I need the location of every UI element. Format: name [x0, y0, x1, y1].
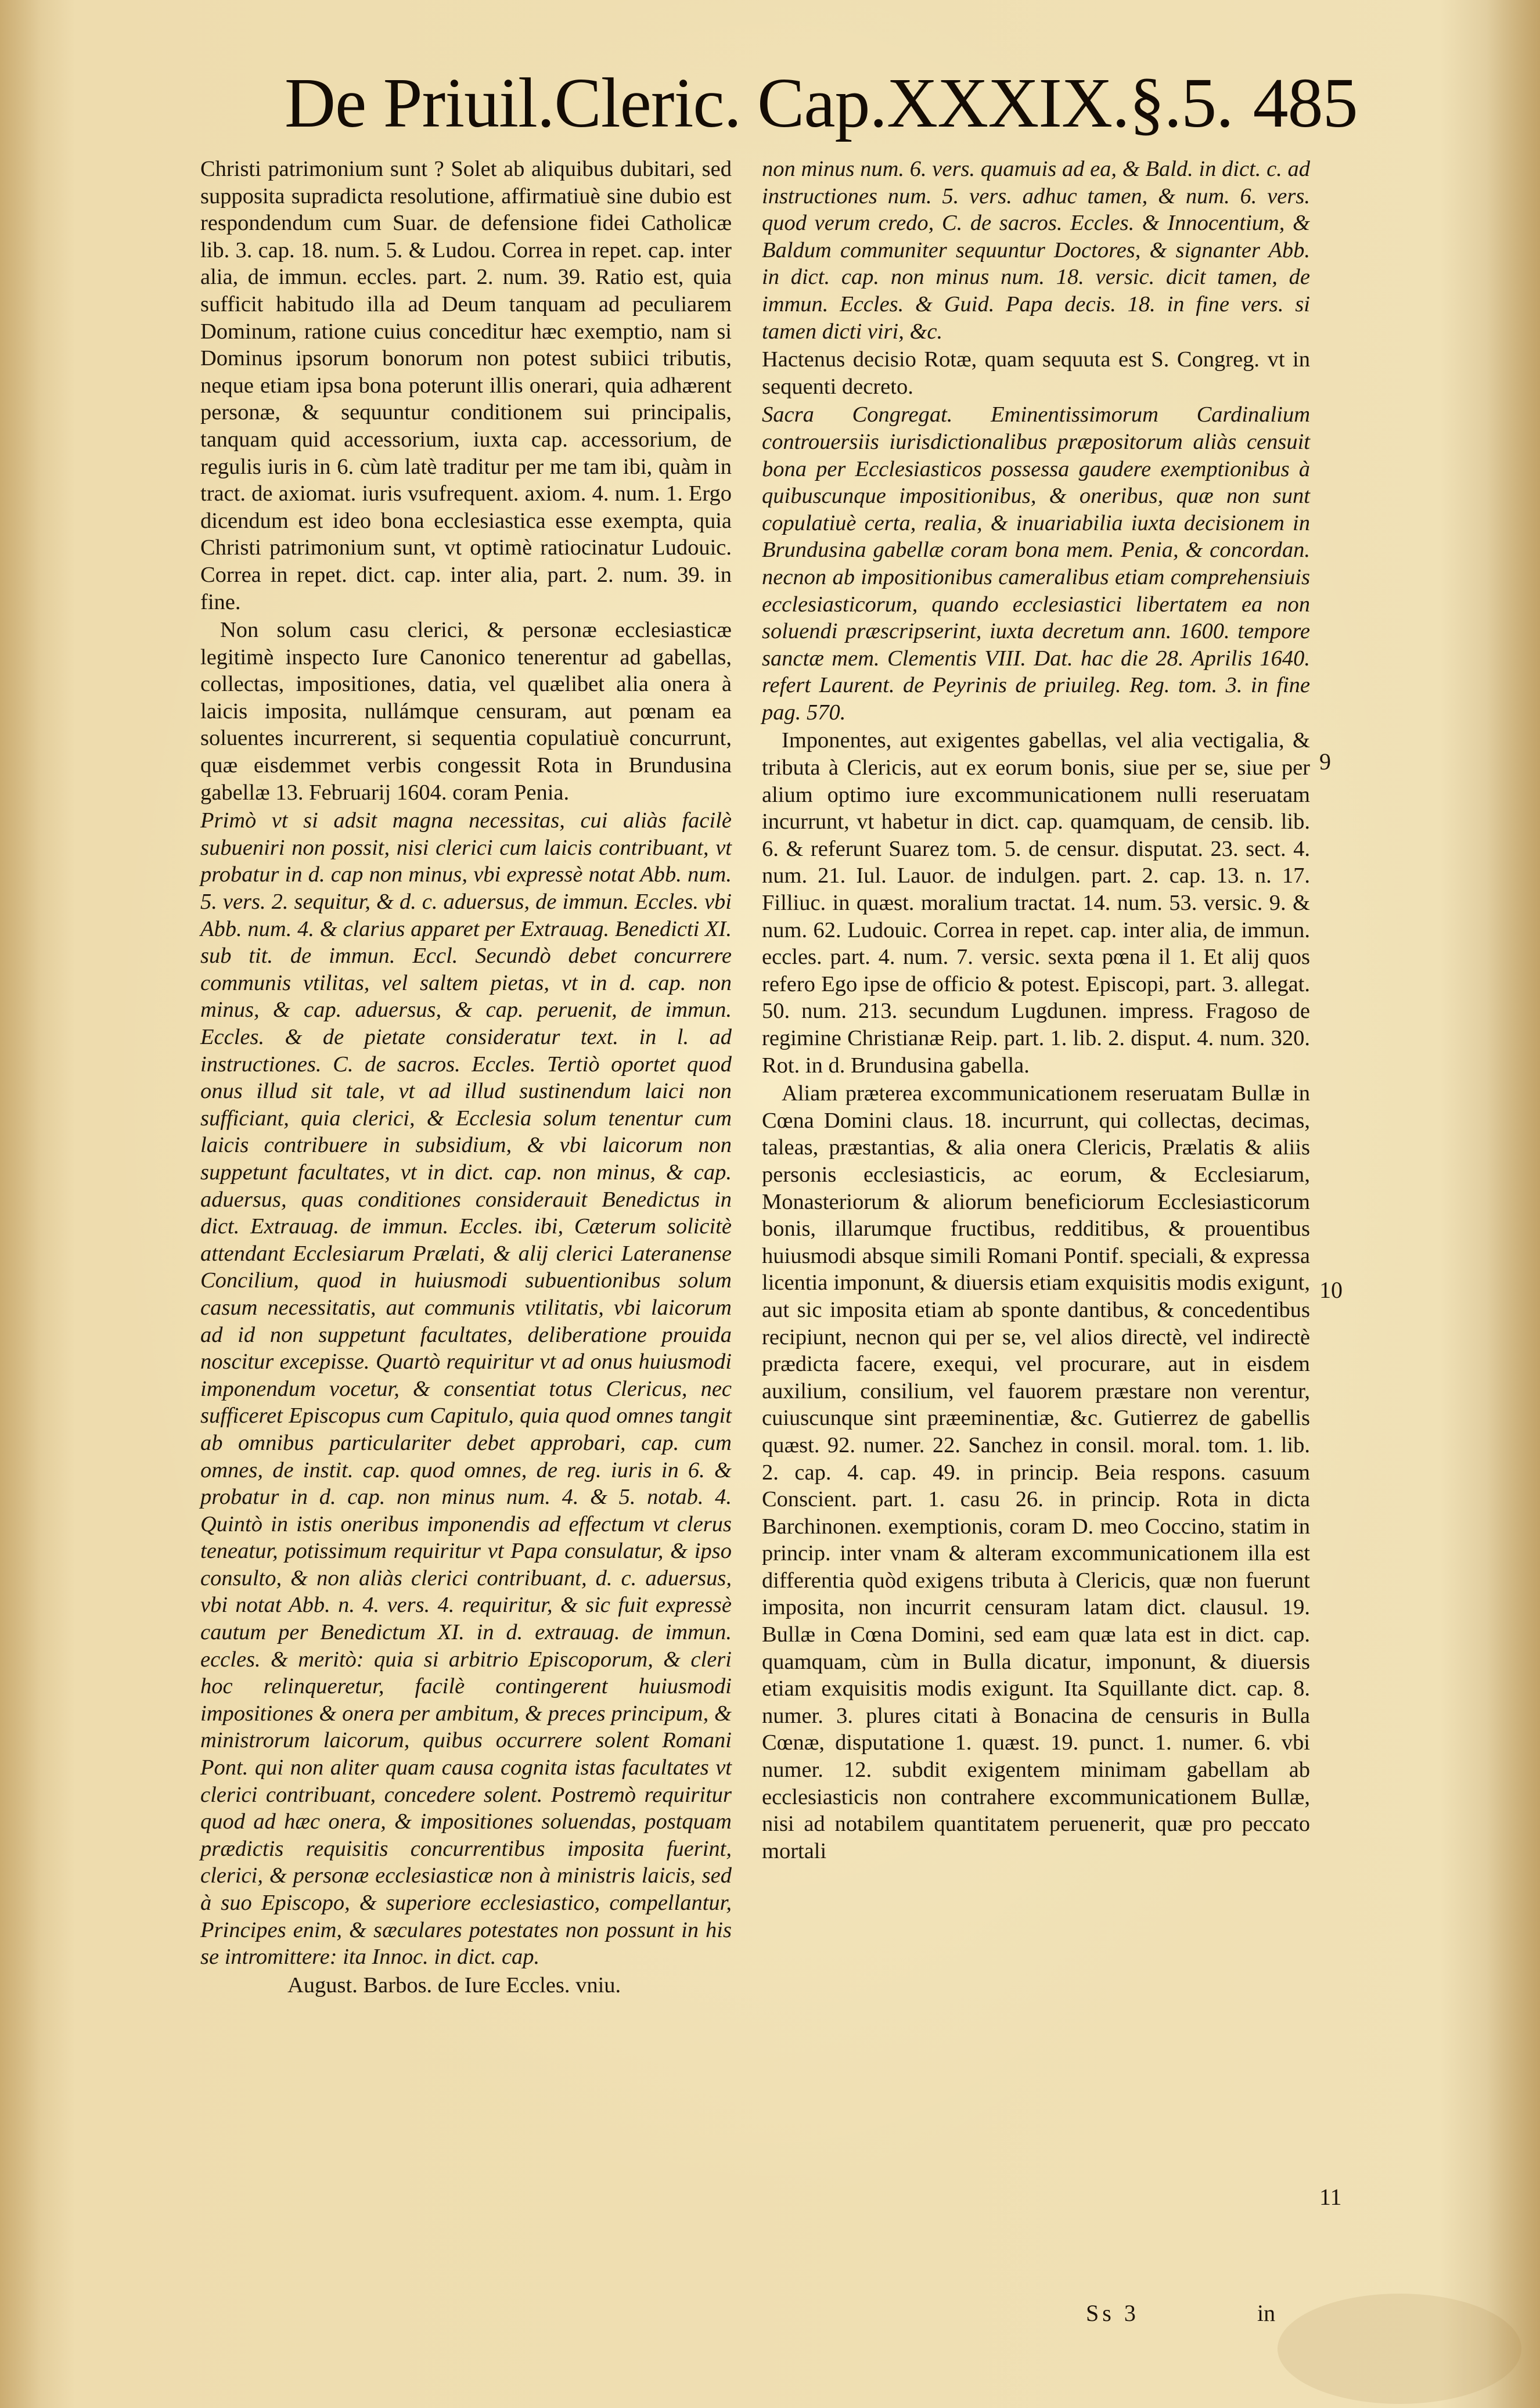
left-column [200, 156, 732, 1999]
paragraph: Hactenus decisio Rotæ, quam sequuta est S. Congreg. vt in sequenti decreto. [762, 347, 1310, 399]
header-chapter: Cap.XXXIX.§.5. [757, 64, 1233, 142]
header-title: De Priuil.Cleric. [285, 64, 742, 142]
page-number: 485 [1253, 64, 1358, 142]
right-column [762, 156, 1310, 1865]
page-edge-shadow-left [0, 0, 75, 2408]
paragraph-italic: Primò vt si adsit magna necessitas, cui aliàs facilè subueniri non possit, nisi clerici cum laicis contribuant, vt probatur in d. cap non minus, vbi expressè notat Abb. num. 5. vers. 2. sequitur, & d. c. aduersus, de immun. Eccles. vbi Abb. num. 4. & clarius apparet per Extrauag. Benedicti XI. sub tit. de immun. Eccl. Secundò debet concurrere communis vtilitas, vel saltem pietas, vt in d. cap. non minus, & cap. aduersus, & cap. peruenit, de immun. Eccles. & de pietate consideratur text. in l. ad instructiones. C. de sacros. Eccles. Tertiò oportet quod onus illud sit tale, vt ad illud sustinendum laici non sufficiant, quia clerici, & Ecclesia solum tenentur cum laicis contribuere in subsidium, & vbi laicorum non suppetunt facultates, vt in dict. cap. non minus, & cap. aduersus, quas conditiones considerauit Benedictus in dict. Extrauag. de immun. Eccles. ibi, Cæterum solicitè attendant Ecclesiarum Prælati, & alij clerici Lateranense Concilium, quod in huiusmodi subuentionibus solum casum necessitatis, aut communis vtilitatis, vbi laicorum ad id non suppetunt facultates, deliberatione prouida noscitur excepisse. Quartò requiritur vt ad onus huiusmodi imponendum vocetur, & consentiat totus Clericus, nec sufficeret Episcopus cum Capitulo, quia quod omnes tangit ab omnibus particulariter debet approbari, cap. cum omnes, de instit. cap. quod omnes, de reg. iuris in 6. & probatur in d. cap. non minus num. 4. & 5. notab. 4. Quintò in istis oneribus imponendis ad effectum vt clerus teneatur, potissimum requiritur vt Papa consulatur, & ipso consulto, & non aliàs clerici contribuant, d. c. aduersus, vbi notat Abb. n. 4. vers. 4. requiritur, & sic fuit expressè cautum per Benedictum XI. in d. extrauag. de immun. eccles. & meritò: quia si arbitrio Episcoporum, & cleri hoc relinqueretur, facilè contingerent huiusmodi impositiones & onera per ambitum, & preces principum, & ministrorum laicorum, quibus occurrere solent Romani Pont. qui non aliter quam causa cognita istas facultates vt clerici contribuant, concedere solent. Postremò requiritur quod ad hæc onera, & impositiones soluendas, postquam prædictis requisitis concurrentibus imposita fuerint, clerici, & personæ ecclesiasticæ non à ministris laicis, sed à suo Episcopo, & superiore ecclesiastico, compellantur, Principes enim, & sæculares potestates non possunt in his se intromittere: ita Innoc. in dict. cap. [200, 808, 732, 1970]
signature-mark: Ss 3 [1086, 2300, 1139, 2326]
margin-number: 11 [1319, 2184, 1342, 2210]
page-edge-shadow-right [1440, 0, 1540, 2408]
margin-number: 10 [1319, 1277, 1343, 1303]
paragraph-italic: Sacra Congregat. Eminentissimorum Cardinalium controuersiis iurisdictionalibus præpositorum aliàs censuit bona per Ecclesiasticos possessa gaudere exemptionibus à quibuscunque impositionibus, & oneribus, quæ non sunt copulatiuè certa, realia, & inuariabilia iuxta decisionem in Brundusina gabellæ coram bona mem. Penia, & concordan. necnon ab impositionibus cameralibus etiam comprehensiuis ecclesiasticorum, quando ecclesiastici libertatem ea non soluendi præscripserint, iuxta decretum ann. 1600. tempore sanctæ mem. Clementis VIII. Dat. hac die 28. Aprilis 1640. refert Laurent. de Peyrinis de priuileg. Reg. tom. 3. in fine pag. 570. [762, 402, 1310, 725]
running-header [285, 63, 1358, 150]
paragraph: Aliam præterea excommunicationem reseruatam Bullæ in Cœna Domini claus. 18. incurrunt, qui collectas, decimas, taleas, præstantias, & alia onera Clericis, Prælatis & aliis personis ecclesiasticis, ac eorum, & Ecclesiarum, Monasteriorum & aliorum beneficiorum Ecclesiasticorum bonis, illarumque fructibus, redditibus, & prouentibus huiusmodi absque simili Romani Pontif. speciali, & expressa licentia imponunt, & diuersis etiam exquisitis modis exigunt, aut sic imposita etiam ab sponte dantibus, & concedentibus recipiunt, necnon qui per se, vel alios directè, vel indirectè prædicta facere, exequi, vel procurare, aut in eisdem auxilium, consilium, vel fauorem præstare non verentur, cuiuscunque sint præeminentiæ, &c. Gutierrez de gabellis quæst. 92. numer. 22. Sanchez in consil. moral. tom. 1. lib. 2. cap. 4. cap. 49. in princip. Beia respons. casuum Conscient. part. 1. casu 26. in princip. Rota in dicta Barchinonen. exemptionis, coram D. meo Coccino, statim in princip. inter vnam & alteram excommunicationem illa est differentia quòd exigens tributa à Clericis, quæ non fuerunt imposita, non incurrit censuram latam dict. clausul. 19. Bullæ in Cœna Domini, sed eam quæ lata est in dict. cap. quamquam, cùm in Bulla dicatur, imponunt, & diuersis etiam exquisitis modis exigunt. Ita Squillante dict. cap. 8. numer. 3. plures citati à Bonacina de censuris in Bulla Cœnæ, disputatione 1. quæst. 19. punct. 1. numer. 6. vbi numer. 12. subdit exigentem minimam gabellam ab ecclesiasticis non contrahere excommunicationem Bullæ, nisi ad notabilem quantitatem peruenerit, quæ pro peccato mortali [762, 1081, 1310, 1863]
paragraph-italic: non minus num. 6. vers. quamuis ad ea, & Bald. in dict. c. ad instructiones num. 5. vers. adhuc tamen, & num. 6. vers. quod verum credo, C. de sacros. Eccles. & Innocentium, & Baldum communiter sequuntur Doctores, & signanter Abb. in dict. cap. non minus num. 18. versic. dicit tamen, de immun. Eccles. & Guid. Papa decis. 18. in fine vers. si tamen dicti viri, &c. [762, 157, 1310, 344]
paper-stain [1278, 2294, 1521, 2404]
bottom-line: August. Barbos. de Iure Eccles. vniu. [287, 1973, 621, 1997]
paragraph: Imponentes, aut exigentes gabellas, vel alia vectigalia, & tributa à Clericis, aut ex eorum bonis, siue per se, siue per alium optimo iure excommunicationem nulli reseruatam incurrunt, vt habetur in dict. cap. quamquam, de censib. lib. 6. & referunt Suarez tom. 5. de censur. disputat. 23. sect. 4. num. 21. Iul. Lauor. de indulgen. part. 2. cap. 13. n. 17. Filliuc. in quæst. moralium tractat. 14. num. 53. versic. 9. & num. 62. Ludouic. Correa in repet. cap. inter alia, de immun. eccles. part. 4. num. 7. versic. sexta pœna il 1. Et alij quos refero Ego ipse de officio & potest. Episcopi, part. 3. allegat. 50. num. 213. secundum Lugdunen. impress. Fragoso de regimine Christianæ Reip. part. 1. lib. 2. disput. 4. num. 320. Rot. in d. Brundusina gabella. [762, 728, 1310, 1078]
paragraph: Christi patrimonium sunt ? Solet ab aliquibus dubitari, sed supposita supradicta resolutione, affirmatiuè sine dubio est respondendum cum Suar. de defensione fidei Catholicæ lib. 3. cap. 18. num. 5. & Ludou. Correa in repet. cap. inter alia, de immun. eccles. part. 2. num. 39. Ratio est, quia sufficit habitudo illa ad Deum tanquam ad peculiarem Dominum, ratione cuius conceditur hæc exemptio, nam si Dominus ipsorum bonorum non potest subiici tributis, neque etiam ipsa bona poterunt illis onerari, quia adhærent personæ, & sequuntur conditionem sui principalis, tanquam quid accessorium, iuxta cap. accessorium, de regulis iuris in 6. cùm latè traditur per me tam ibi, quàm in tract. de axiomat. iuris vsufrequent. axiom. 4. num. 1. Ergo dicendum est ideo bona ecclesiastica esse exempta, quia Christi patrimonium sunt, vt optimè ratiocinatur Ludouic. Correa in repet. dict. cap. inter alia, part. 2. num. 39. in fine. [200, 157, 732, 614]
margin-number: 9 [1319, 748, 1331, 775]
paragraph: Non solum casu clerici, & personæ ecclesiasticæ legitimè inspecto Iure Canonico tenerentur ad gabellas, collectas, impositiones, datia, vel quælibet alia onera à laicis imposita, nullámque censuram, aut pœnam ea soluentes incurrerent, si sequentia copulatiuè concurrunt, quæ eisdemmet verbis congessit Rota in Brundusina gabellæ 13. Februarij 1604. coram Penia. [200, 618, 732, 805]
catchword: in [1257, 2300, 1276, 2326]
